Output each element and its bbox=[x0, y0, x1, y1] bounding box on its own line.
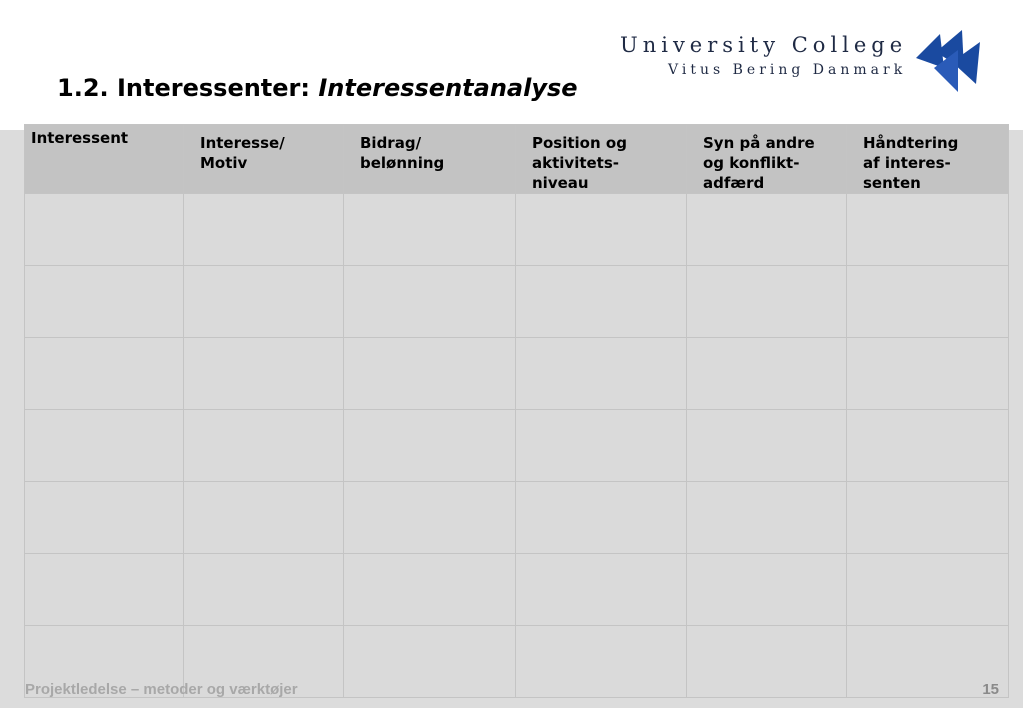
table-cell bbox=[25, 338, 184, 410]
table-cell bbox=[184, 482, 344, 554]
slide-title-emphasis: Interessentanalyse bbox=[318, 74, 578, 102]
table-cell bbox=[516, 338, 687, 410]
table-cell bbox=[344, 194, 516, 266]
table-row bbox=[25, 266, 1009, 338]
table-cell bbox=[516, 626, 687, 698]
table-cell bbox=[344, 626, 516, 698]
column-header-interesse-motiv: Interesse/ Motiv bbox=[184, 125, 344, 194]
slide-title-prefix: 1.2. Interessenter: bbox=[57, 74, 319, 102]
column-header-position-aktivitetsniveau: Position og aktivitets- niveau bbox=[516, 125, 687, 194]
footer-course-title: Projektledelse – metoder og værktøjer bbox=[25, 681, 298, 698]
table-cell bbox=[25, 554, 184, 626]
column-header-interessent: Interessent bbox=[25, 125, 184, 194]
table-cell bbox=[687, 266, 847, 338]
column-header-bidrag-belonning: Bidrag/ belønning bbox=[344, 125, 516, 194]
table-cell bbox=[344, 266, 516, 338]
table-cell bbox=[516, 482, 687, 554]
table-cell bbox=[344, 554, 516, 626]
table-cell bbox=[344, 482, 516, 554]
table-row bbox=[25, 410, 1009, 482]
table-cell bbox=[687, 482, 847, 554]
logo-line-vitus-bering: Vitus Bering Danmark bbox=[668, 62, 907, 78]
table-cell bbox=[25, 482, 184, 554]
table-cell bbox=[516, 194, 687, 266]
table-cell bbox=[847, 194, 1009, 266]
table-cell bbox=[25, 410, 184, 482]
table-cell bbox=[847, 554, 1009, 626]
table-row bbox=[25, 554, 1009, 626]
table-header-row bbox=[25, 125, 1009, 194]
table-cell bbox=[344, 338, 516, 410]
table-cell bbox=[687, 410, 847, 482]
table-cell bbox=[184, 410, 344, 482]
column-header-syn-paa-andre: Syn på andre og konflikt- adfærd bbox=[687, 125, 847, 194]
sailboat-logo-icon bbox=[914, 28, 990, 94]
table-cell bbox=[847, 482, 1009, 554]
table-cell bbox=[25, 266, 184, 338]
table-cell bbox=[687, 338, 847, 410]
slide-title bbox=[57, 74, 578, 102]
table-cell bbox=[184, 194, 344, 266]
table-cell bbox=[847, 266, 1009, 338]
table-cell bbox=[516, 554, 687, 626]
column-header-haandtering: Håndtering af interes- senten bbox=[847, 125, 1009, 194]
table-row bbox=[25, 482, 1009, 554]
table-cell bbox=[687, 554, 847, 626]
footer-page-number: 15 bbox=[982, 681, 999, 698]
stakeholder-analysis-table bbox=[24, 124, 1009, 698]
table-cell bbox=[184, 338, 344, 410]
table-cell bbox=[344, 410, 516, 482]
table-cell bbox=[184, 266, 344, 338]
table-row bbox=[25, 194, 1009, 266]
table-cell bbox=[847, 338, 1009, 410]
table-cell bbox=[847, 410, 1009, 482]
table-cell bbox=[516, 410, 687, 482]
logo-line-university-college: University College bbox=[620, 33, 908, 57]
table-cell bbox=[687, 626, 847, 698]
table-cell bbox=[25, 194, 184, 266]
institution-logo-text bbox=[620, 31, 907, 81]
table-cell bbox=[516, 266, 687, 338]
table-row bbox=[25, 338, 1009, 410]
table-cell bbox=[184, 554, 344, 626]
table-cell bbox=[687, 194, 847, 266]
